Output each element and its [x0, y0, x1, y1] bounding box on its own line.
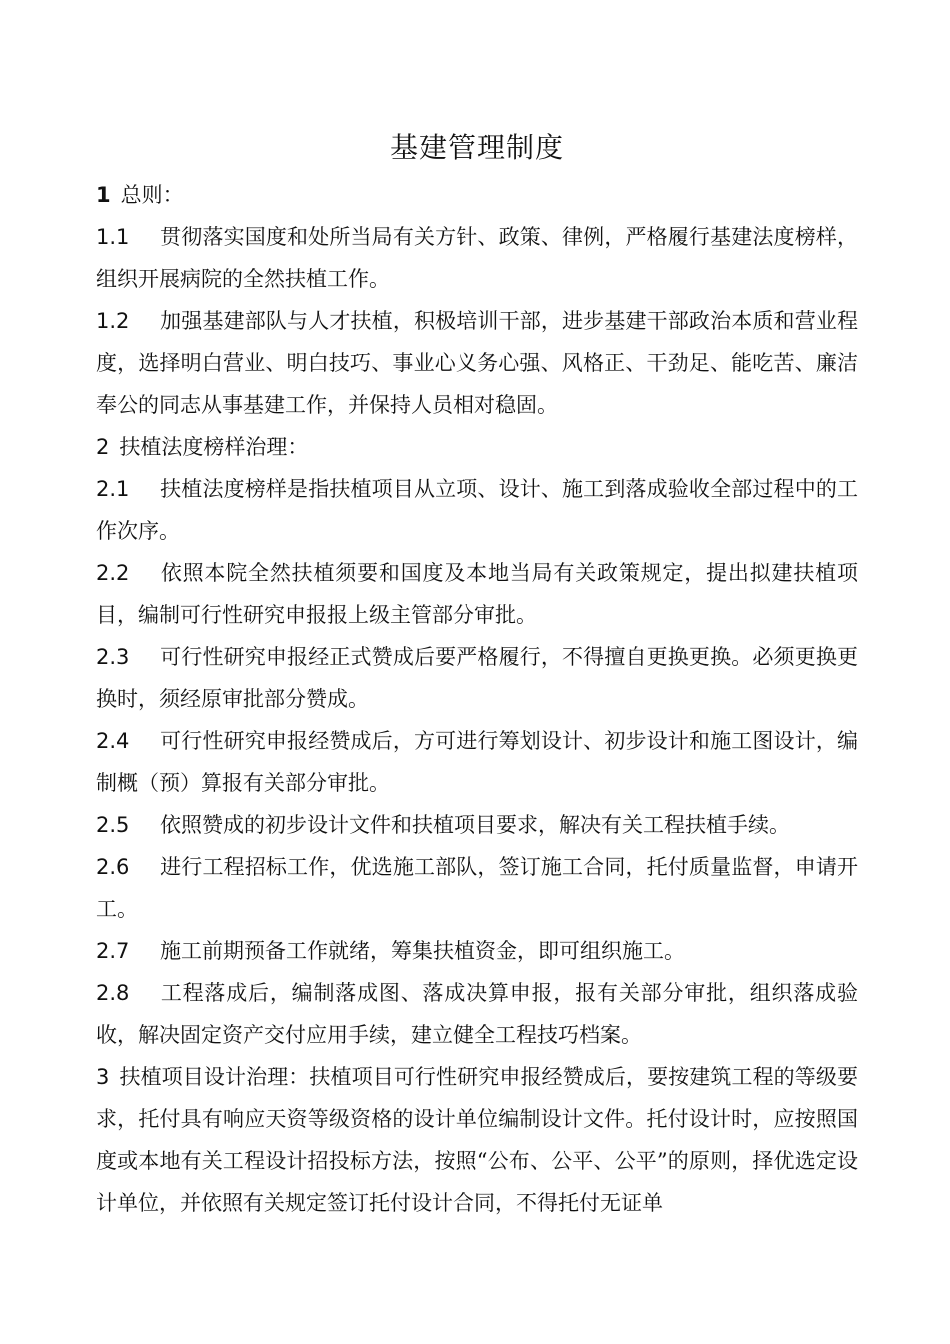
clause-number: 2.8	[96, 981, 130, 1005]
clause-number: 1.1	[96, 225, 130, 249]
section-text: 扶植法度榜样治理：	[119, 435, 309, 459]
clause-number: 2.6	[96, 855, 130, 879]
section-text: 总则：	[120, 183, 184, 207]
clause-2-5	[96, 804, 858, 846]
section-3	[96, 1056, 858, 1224]
section-text: 扶植项目设计治理：扶植项目可行性研究申报经赞成后，要按建筑工程的等级要求，托付具有响应天资等级资格的设计单位编制设计文件。托付设计时，应按照国度或本地有关工程设计招投标方法，按照“公布、公平、公平”的原则，择优选定设计单位，并依照有关规定签订托付设计合同，不得托付无证单	[96, 1065, 858, 1215]
section-number: 2	[96, 435, 110, 459]
clause-text: 依照本院全然扶植须要和国度及本地当局有关政策规定，提出拟建扶植项目，编制可行性研究申报报上级主管部分审批。	[96, 561, 858, 627]
clause-2-4	[96, 720, 858, 804]
clause-number: 1.2	[96, 309, 130, 333]
section-1	[96, 174, 858, 216]
clause-text: 施工前期预备工作就绪，筹集扶植资金，即可组织施工。	[160, 939, 685, 963]
document-page	[96, 128, 858, 1224]
clause-text: 加强基建部队与人才扶植，积极培训干部，进步基建干部政治本质和营业程度，选择明白营业、明白技巧、事业心义务心强、风格正、干劲足、能吃苦、廉洁奉公的同志从事基建工作，并保持人员相对稳固。	[96, 309, 858, 417]
clause-text: 工程落成后，编制落成图、落成决算申报，报有关部分审批，组织落成验收，解决固定资产交付应用手续，建立健全工程技巧档案。	[96, 981, 858, 1047]
section-number: 3	[96, 1065, 110, 1089]
clause-2-2	[96, 552, 858, 636]
clause-text: 进行工程招标工作，优选施工部队，签订施工合同，托付质量监督，申请开工。	[96, 855, 858, 921]
clause-number: 2.7	[96, 939, 130, 963]
clause-number: 2.3	[96, 645, 130, 669]
clause-text: 贯彻落实国度和处所当局有关方针、政策、律例，严格履行基建法度榜样，组织开展病院的全然扶植工作。	[96, 225, 858, 291]
clause-2-8	[96, 972, 858, 1056]
clause-number: 2.5	[96, 813, 130, 837]
clause-number: 2.4	[96, 729, 130, 753]
section-number: 1	[96, 183, 111, 207]
clause-text: 可行性研究申报经正式赞成后要严格履行，不得擅自更换更换。必须更换更换时，须经原审批部分赞成。	[96, 645, 858, 711]
clause-2-3	[96, 636, 858, 720]
clause-1-2	[96, 300, 858, 426]
clause-text: 可行性研究申报经赞成后，方可进行筹划设计、初步设计和施工图设计，编制概（预）算报有关部分审批。	[96, 729, 858, 795]
document-title: 基建管理制度	[389, 131, 564, 164]
clause-number: 2.1	[96, 477, 130, 501]
clause-2-1	[96, 468, 858, 552]
clause-number: 2.2	[96, 561, 130, 585]
clause-2-7	[96, 930, 858, 972]
clause-1-1	[96, 216, 858, 300]
clause-text: 依照赞成的初步设计文件和扶植项目要求，解决有关工程扶植手续。	[160, 813, 790, 837]
clause-text: 扶植法度榜样是指扶植项目从立项、设计、施工到落成验收全部过程中的工作次序。	[96, 477, 858, 543]
clause-2-6	[96, 846, 858, 930]
section-2	[96, 426, 858, 468]
